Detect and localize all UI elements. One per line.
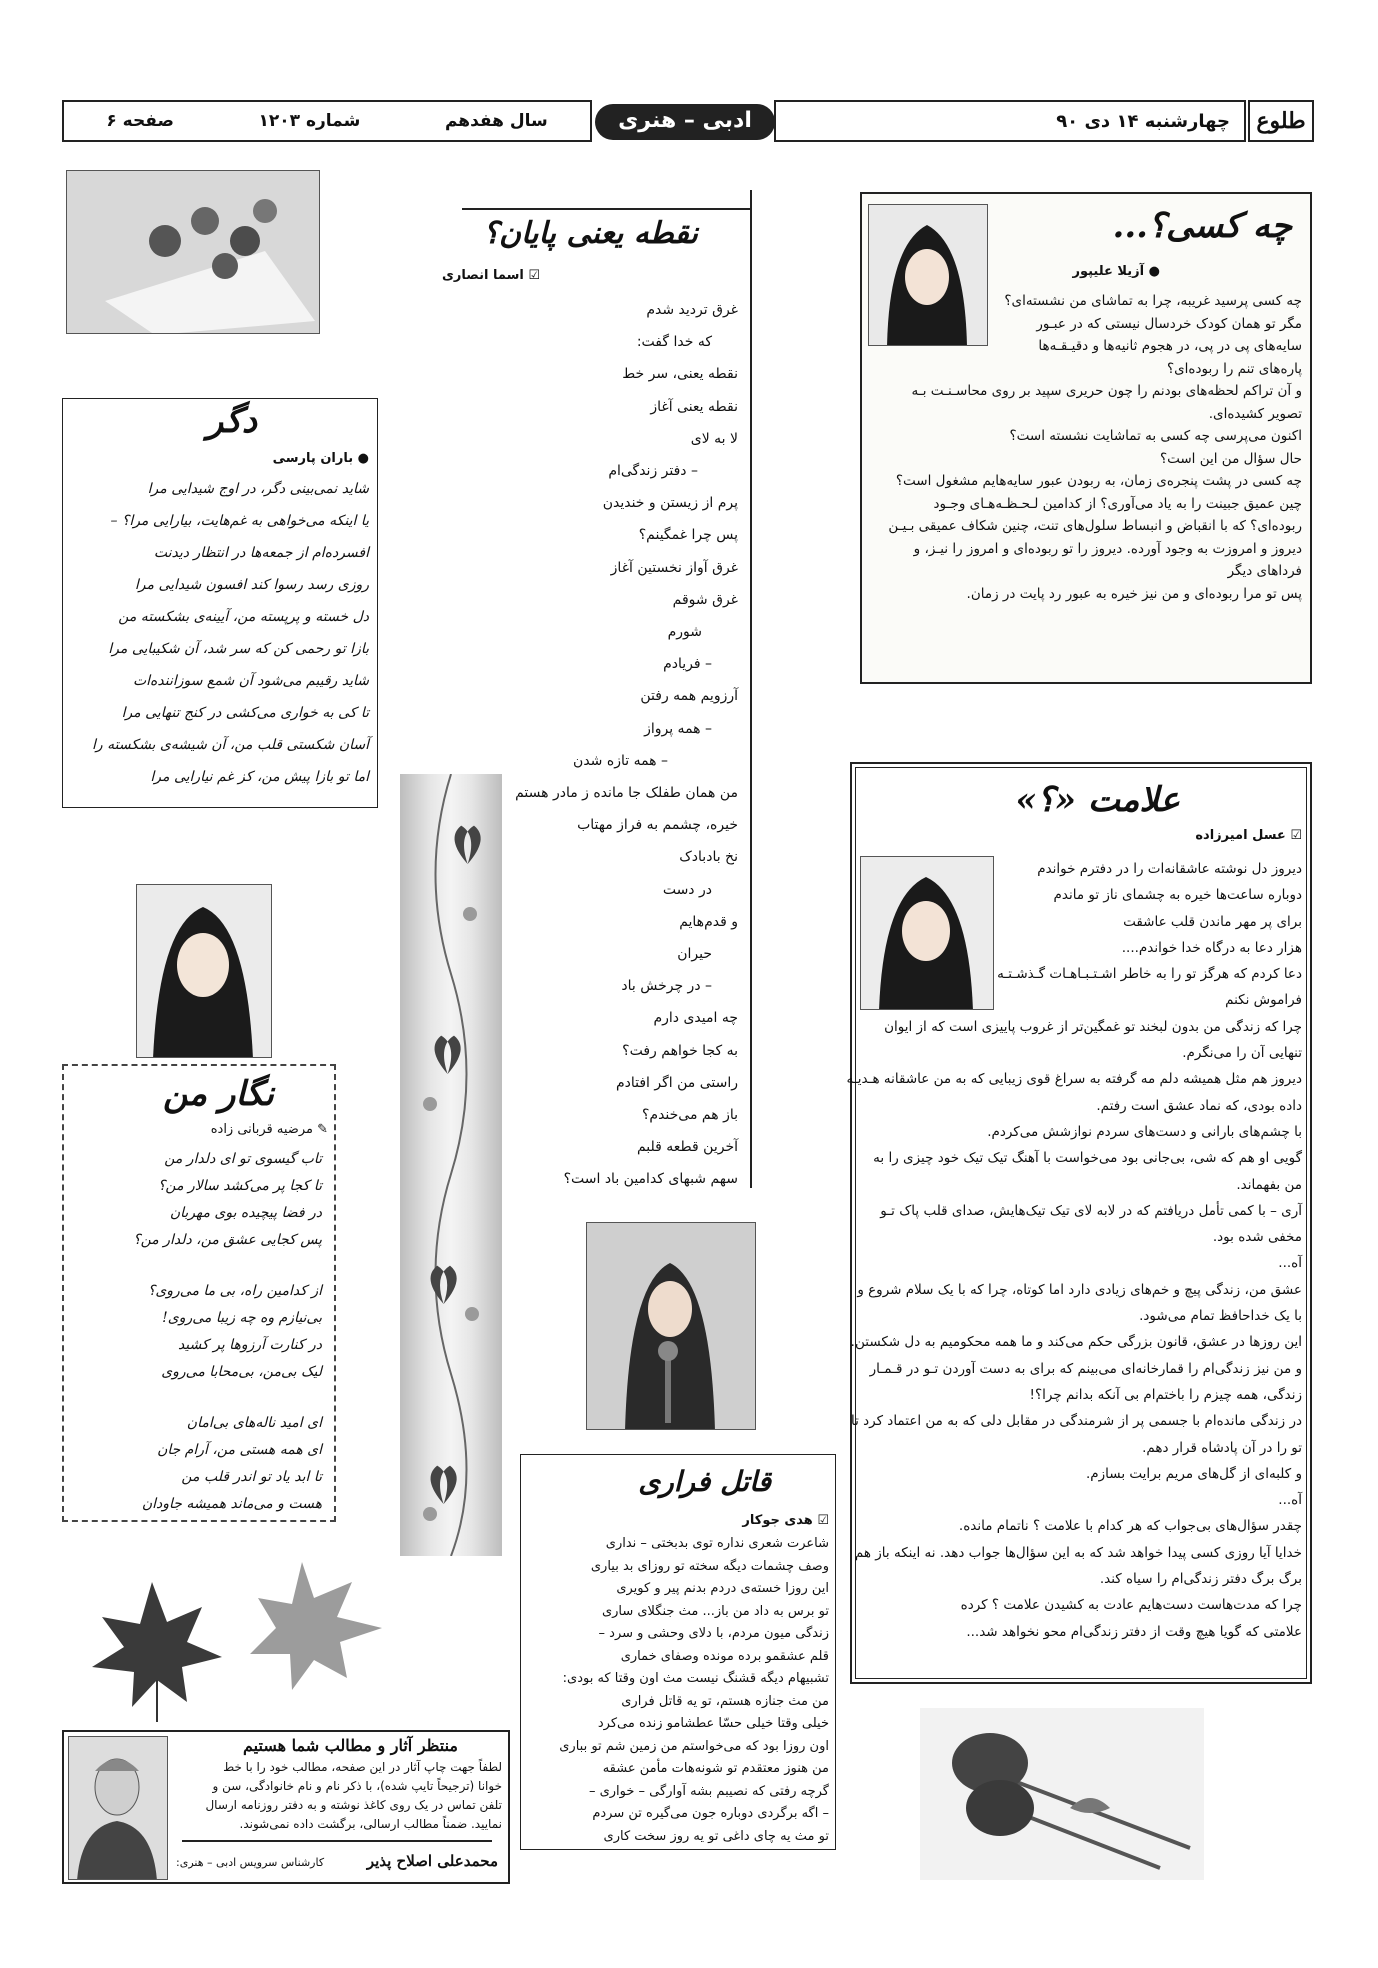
alamat-title: علامت «؟» <box>1015 780 1180 820</box>
poem-line: تشبیهام دیگه قشنگ نیست مث اون وقتا که بودی: <box>562 1671 829 1686</box>
body-line: فرداهای دیگر <box>1227 563 1302 579</box>
degar-author: ● باران پارسی <box>272 451 369 466</box>
degar-poem <box>69 473 369 793</box>
girl-portrait-icon <box>136 885 271 1058</box>
poem-line: دل خسته و پرپسته من، آیینه‌ی بشکسته من <box>118 609 369 625</box>
section-title: ادبی – هنری <box>595 104 775 140</box>
body-line: نمایید. ضمناً مطالب ارسالی، برگشت داده نمی‌شوند. <box>239 1817 502 1831</box>
butterfly-decoration <box>400 774 502 1556</box>
poem-line: هست و می‌ماند همیشه جاودان <box>141 1496 322 1512</box>
poem-line: ای امید ناله‌های بی‌امان <box>186 1415 322 1431</box>
poem-line: لا به لای <box>690 430 738 447</box>
poem-line: راستی من اگر افتادم <box>615 1074 738 1091</box>
poem-line: نقطه یعنی، سر خط <box>622 366 738 383</box>
poem-line: در فضا پیچیده بوی مهربان <box>169 1205 322 1221</box>
body-line: چه کسی در پشت پنجره‌ی زمان، به ربودن عبور سایه‌هایم مشغول است؟ <box>895 473 1302 489</box>
poem-line: در دست <box>662 881 712 898</box>
poem-line: – فریادم <box>663 656 712 673</box>
page-number: صفحه ۶ <box>106 111 174 131</box>
body-line: مخفی شده بود. <box>1212 1229 1302 1246</box>
body-line: پس تو مرا ربوده‌ای و من نیز خیره به عبور رد پایت در زمان. <box>966 585 1302 602</box>
poem-line: شاید نمی‌بینی دگر، در اوج شیدایی مرا <box>147 481 369 497</box>
noghte-poem <box>498 294 738 1196</box>
two-roses-icon <box>920 1708 1204 1880</box>
submissions-title: منتظر آثار و مطالب شما هستیم <box>243 1736 458 1755</box>
body-line: در زندگی مانده‌ام با جسمی پر از شرمندگی در مقابل دلی که به من اعتماد کرد تا <box>850 1413 1302 1430</box>
poem-line: زندگی میون مردم، با دلای وحشی و سرد – <box>598 1626 829 1641</box>
editor-role: کارشناس سرویس ادبی – هنری: <box>176 1856 325 1869</box>
body-line: هزار دعا به درگاه خدا خواندم.... <box>1121 939 1302 956</box>
poem-line: شاعرت شعری نداره توی بدبختی – نداری <box>605 1536 829 1551</box>
poem-line: غرق آواز نخستین آغاز <box>610 559 738 576</box>
poem-line: نقطه یعنی آغاز <box>650 398 738 415</box>
poem-line: بی‌نیازم وه چه زیبا می‌روی! <box>162 1310 322 1326</box>
body-line: تنهایی آن را می‌نگرم. <box>1182 1045 1302 1062</box>
poem-line: تاب گیسوی تو ای دلدار من <box>164 1151 322 1167</box>
body-line: چین عمیق جبینت را به یاد می‌آوری؟ از کدامین لـحـظـه‌هـای وجـود <box>933 495 1302 512</box>
poem-line: شاید رقیبم می‌شود آن شمع سوزاننده‌ات <box>132 673 369 689</box>
body-line: داده بودی، که نماد عشق است رفتم. <box>1096 1097 1302 1114</box>
body-line: اکنون می‌پرسی چه کسی به تماشایت نشسته است؟ <box>1009 428 1302 444</box>
ghatel-article <box>520 1454 836 1850</box>
body-line: مگر تو همان کودک خردسال نیستی که در عبـور <box>1036 315 1302 332</box>
article-body <box>862 290 1302 605</box>
poem-line: سهم شبهای کدامین باد است؟ <box>563 1171 738 1188</box>
negar-poem <box>72 1146 322 1518</box>
body-line: خوانا (ترجیحاً تایپ شده)، با ذکر نام و نام خانوادگی، سن و <box>212 1779 502 1793</box>
noghte-frame-top <box>462 208 752 210</box>
poem-line: آرزویم همه رفتن <box>640 688 738 705</box>
roses-on-book-icon <box>66 171 319 334</box>
body-line: پاره‌های تنم را ربوده‌ای؟ <box>1166 360 1302 377</box>
body-line: برگ برگ دفتر زندگی‌ام را سیاه کند. <box>1099 1571 1302 1588</box>
body-line: تلفن تماس در یک روی کاغذ نوشته و به دفتر روزنامه ارسال <box>205 1798 502 1812</box>
body-line: لطفاً جهت چاپ آثار در این صفحه، مطالب خود را با خط <box>223 1760 502 1774</box>
poem-line: غرق تردید شدم <box>646 302 738 318</box>
body-line: سایه‌های پی در پی، در هجوم ثانیه‌ها و دقیـقـه‌ها <box>1038 338 1302 354</box>
body-line: آری – با کمی تأمل دریافتم که در لابه لای تیک تیک‌هایش، صدای قلب پاک تـو <box>880 1202 1302 1219</box>
body-line: آه... <box>1278 1492 1302 1509</box>
poem-line: قلم عشقمو برده مونده وصفای خماری <box>620 1648 829 1664</box>
body-line: دوباره ساعت‌ها خیره به چشمای ناز تو ماندم <box>1053 887 1302 904</box>
body-line: چقدر سؤال‌های بی‌جواب که هر کدام با علامت ؟ ناتمام مانده. <box>958 1518 1302 1535</box>
poem-line: – دفتر زندگی‌ام <box>608 463 698 480</box>
header-right-box <box>774 100 1246 142</box>
body-line: دیروز دل نوشته عاشقانه‌ات را در دفترم خواندم <box>1037 861 1302 877</box>
body-line: دعا کردم که هرگز تو را به خاطر اشـتـبـاهـات گـذشـتـه <box>997 966 1302 983</box>
article-author: ● آزیلا علیپور <box>1072 264 1160 279</box>
che-kasi-article <box>860 192 1312 684</box>
roses-photo <box>920 1708 1204 1880</box>
body-line: من بفهماند. <box>1236 1176 1302 1193</box>
poem-line: نخ بادبادک <box>679 849 738 866</box>
poem-line: به کجا خواهم رفت؟ <box>622 1042 738 1059</box>
body-line: دیروز و امروزت به وجود آورده. دیروز را تو ربوده‌ای و امروز را نیـز، و <box>913 540 1302 557</box>
poem-line: – همه تازه شدن <box>573 752 668 769</box>
body-line: چرا که زندگی من بدون لبخند تو غمگین‌تر از غروب پاییزی است که از ایوان <box>884 1018 1302 1035</box>
body-line: حال سؤال من این است؟ <box>1159 450 1302 467</box>
poem-line: خیره، چشمم به فراز مهتاب <box>577 817 738 834</box>
poem-line: تا ابد یاد تو اندر قلب من <box>181 1469 322 1485</box>
poem-line: خیلی وقتا خیلی حسّا عطشامو زنده می‌کرد <box>597 1716 829 1731</box>
poem-line: گرچه رفتی که نصیبم بشه آوارگی – خواری – <box>588 1783 829 1799</box>
body-line: چرا که مدت‌هاست دست‌هایم عادت به کشیدن علامت ؟ کرده <box>960 1597 1302 1614</box>
body-line: عشق من، زندگی پیچ و خم‌های زیادی دارد اما کوتاه، چرا که با یک سلام شروع و <box>857 1281 1302 1298</box>
author-photo <box>136 884 272 1058</box>
poem-line: بازا تو رحمی کن که سر شد، آن شکیبایی مرا <box>108 641 369 657</box>
noghte-title: نقطه یعنی پایان؟ <box>483 216 698 251</box>
poem-line: وصف چشمات دیگه سخته تو روزای بد بیاری <box>590 1558 829 1574</box>
poem-line: اون روزا بود که می‌خواستم من زمین شم تو بباری <box>559 1738 829 1754</box>
poem-line: شورم <box>667 624 702 641</box>
body-line: این روزها در عشق، قانون بزرگی حکم می‌کند و ما همه محکومیم به دل شکستن. <box>850 1334 1302 1351</box>
alamat-body <box>846 856 1302 1645</box>
negar-title: نگار من <box>163 1074 274 1114</box>
poem-line: از کدامین راه، بی ما می‌روی؟ <box>147 1283 322 1299</box>
alamat-article <box>846 762 1312 1684</box>
editor-name: محمدعلی اصلاح پذیر <box>366 1852 498 1870</box>
body-line: ربوده‌ای؟ که با انقباض و انبساط سلول‌های تنت، چنین شکاف عمیقی بـیـن <box>888 518 1302 534</box>
submissions-body <box>168 1758 502 1834</box>
poem-line: که خدا گفت: <box>636 334 712 351</box>
poem-line: – اگه برگردی دوباره جون می‌گیره تن سردم <box>592 1806 829 1821</box>
girl-with-flower-icon <box>586 1223 755 1430</box>
poem-line: اما تو بازا پیش من، کز غم نیارایی مرا <box>150 769 369 785</box>
author-photo <box>586 1222 756 1430</box>
body-line: چه کسی پرسید غریبه، چرا به تماشای من نشسته‌ای؟ <box>1004 293 1302 309</box>
poem-line: و قدم‌هایم <box>679 913 738 930</box>
alamat-author: ☑ عسل امیرزاده <box>1195 828 1302 843</box>
degar-article <box>62 398 378 808</box>
body-line: و کلبه‌ای از گل‌های مریم برایت بسازم. <box>1086 1465 1302 1482</box>
issue-label: شماره ۱۲۰۳ <box>258 111 361 131</box>
body-line: علامتی که گویا هیچ وقت از دفتر زندگی‌ام محو نخواهد شد... <box>966 1623 1302 1640</box>
body-line: دیروز هم مثل همیشه دلم مه گرفته به سراغ قوی زیبایی که به من عاشقانه هـدیـه <box>846 1071 1302 1088</box>
date-label: چهارشنبه ۱۴ دی ۹۰ <box>1056 110 1230 132</box>
poem-line: لیک بی‌من، بی‌محابا می‌روی <box>161 1364 322 1380</box>
poem-line: یا اینکه می‌خواهی به غم‌هایت، بیارایی مرا؟ – <box>110 513 369 529</box>
poem-line: من همان طفلک جا مانده ز مادر هستم <box>515 785 738 802</box>
roses-photo <box>66 170 320 334</box>
poem-line: باز هم می‌خندم؟ <box>641 1107 738 1124</box>
poem-line: چه امیدی دارم <box>653 1010 738 1027</box>
poem-line: ای همه هستی من، آرام جان <box>157 1442 322 1458</box>
article-title: چه کسی؟... <box>1112 206 1292 246</box>
poem-line: – همه پرواز <box>644 720 712 737</box>
poem-line: پس کجایی عشق من، دلدار من؟ <box>133 1232 322 1248</box>
body-line: و آن تراکم لحظه‌های بودنم را چون حریری سپید بر روی محاسـنـت بـه <box>911 383 1302 399</box>
body-line: با یک خداحافظ تمام می‌شود. <box>1139 1308 1302 1325</box>
body-line: آه... <box>1278 1255 1302 1272</box>
poem-line: این روزا خسته‌ی دردم بدنم پیر و کویری <box>616 1581 829 1596</box>
ghatel-poem <box>529 1533 829 1848</box>
submissions-box <box>62 1730 510 1884</box>
year-label: سال هفدهم <box>444 111 548 131</box>
body-line: فراموش نکنم <box>1225 992 1302 1009</box>
poem-line: – در چرخش باد <box>621 978 712 995</box>
body-line: برای پر مهر ماندن قلب عاشقت <box>1123 913 1302 930</box>
noghte-frame-right <box>750 190 752 1188</box>
poem-line: تا کجا پر می‌کشد سالار من؟ <box>157 1178 322 1194</box>
body-line: گویی او هم که شی، بی‌جانی بود می‌خواست با آهنگ تیک تیک خود چیزی را به <box>873 1150 1302 1167</box>
poem-line: پس چرا غمگینم؟ <box>638 527 738 544</box>
body-line: تو را در آن پادشاه قرار دهم. <box>1142 1439 1302 1456</box>
editor-photo <box>68 1736 168 1880</box>
noghte-author: ☑ اسما انصاری <box>442 268 540 283</box>
poem-line: تو برس به داد من باز... مث جنگلای ساری <box>601 1603 829 1619</box>
poem-line: آخرین قطعه قلبم <box>636 1139 738 1156</box>
degar-title: دگر <box>206 401 257 441</box>
negar-author: ✎ مرضیه قربانی زاده <box>210 1122 328 1137</box>
poem-line: تو مث یه چای داغی تو یه روز سخت کاری <box>603 1828 829 1844</box>
poem-line: پرم از زیستن و خندیدن <box>602 495 738 512</box>
divider <box>182 1840 492 1842</box>
ghatel-author: ☑ هدی جوکار <box>742 1513 829 1528</box>
body-line: زندگی، همه چیزم را باختم‌ام بی آنکه بدانم چرا؟! <box>1029 1386 1302 1403</box>
poem-line: روزی رسد رسوا کند افسون شیدایی مرا <box>134 577 369 593</box>
maple-leaves-icon <box>62 1562 402 1722</box>
leaves-image <box>62 1562 402 1722</box>
negar-article <box>62 1064 336 1522</box>
poem-line: غرق شوقم <box>672 591 738 608</box>
body-line: خدایا آیا روزی کسی پیدا خواهد شد که به این سؤال‌ها جواب دهد. نه اینکه باز هم <box>854 1544 1302 1561</box>
poem-line: در کنارت آرزوها پر کشید <box>177 1337 322 1353</box>
poem-line: افسرده‌ام از جمعه‌ها در انتظار دیدنت <box>153 545 369 561</box>
header-left-box <box>62 100 592 142</box>
newspaper-logo: طلوع <box>1248 100 1314 142</box>
butterflies-icon <box>400 774 502 1556</box>
poem-line: من هنوز معتقدم تو شونه‌هات مأمن عشقه <box>602 1761 829 1776</box>
poem-line: تا کی به خواری می‌کشی در کنج تنهایی مرا <box>121 705 369 721</box>
body-line: با چشم‌های بارانی و دست‌های سردم نوازشش می‌کردم. <box>987 1123 1302 1140</box>
poem-line: من مث جنازه هستم، تو یه قاتل فراری <box>621 1693 829 1709</box>
man-portrait-icon <box>68 1737 167 1880</box>
ghatel-title: قاتل فراری <box>638 1465 771 1498</box>
body-line: تصویر کشیده‌ای. <box>1208 405 1302 422</box>
poem-line: حیران <box>677 946 712 963</box>
poem-line: آسان شکستی قلب من، آن شیشه‌ی بشکسته را <box>92 737 369 753</box>
body-line: و من نیز زندگی‌ام را قمارخانه‌ای می‌بینم که برای به دست آوردن تـو در قـمـار <box>869 1360 1302 1377</box>
